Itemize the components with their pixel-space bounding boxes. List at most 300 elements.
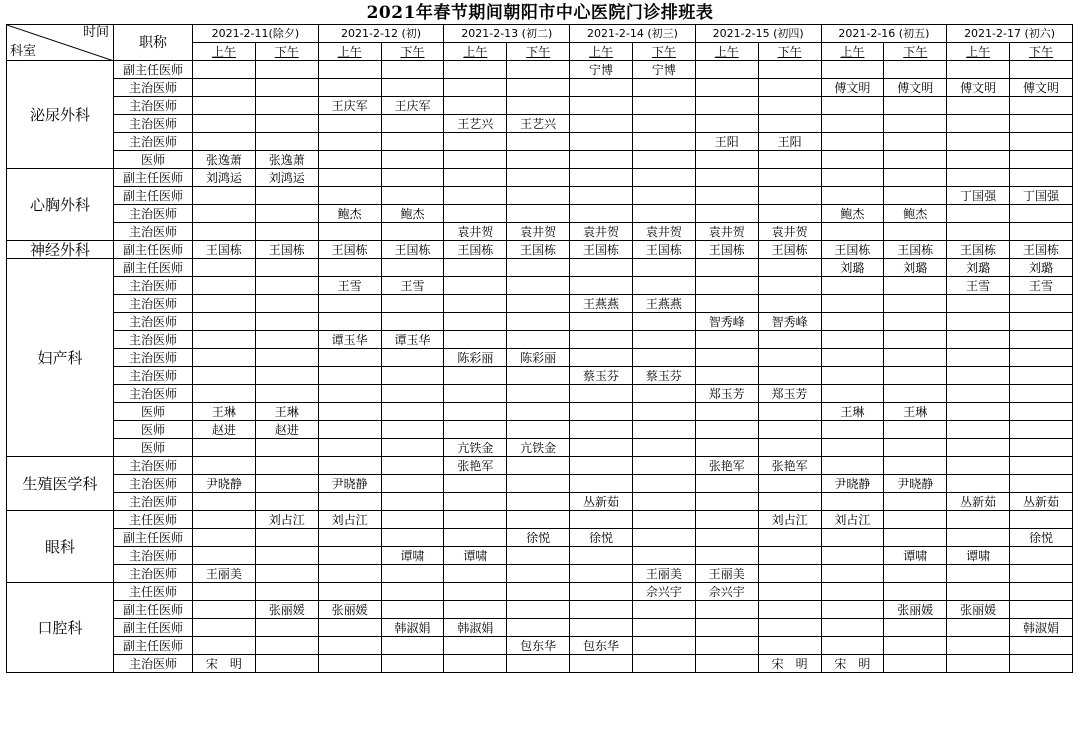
doctor-cell	[444, 385, 507, 403]
table-row	[7, 457, 1073, 475]
rank-cell: 副主任医师	[114, 187, 193, 205]
doctor-cell	[570, 313, 633, 331]
rank-cell: 主治医师	[114, 331, 193, 349]
doctor-cell	[821, 115, 884, 133]
doctor-cell: 傅文明	[947, 79, 1010, 97]
table-row	[7, 475, 1073, 493]
doctor-cell	[381, 511, 444, 529]
doctor-cell	[821, 187, 884, 205]
doctor-cell	[193, 529, 256, 547]
afternoon-header: 下午	[1010, 43, 1073, 61]
doctor-cell: 刘璐	[1010, 259, 1073, 277]
doctor-cell: 韩淑娟	[381, 619, 444, 637]
doctor-cell	[255, 367, 318, 385]
rank-cell: 主治医师	[114, 457, 193, 475]
doctor-cell: 郑玉芳	[695, 385, 758, 403]
doctor-cell	[1010, 331, 1073, 349]
doctor-cell	[507, 151, 570, 169]
doctor-cell: 王艺兴	[444, 115, 507, 133]
doctor-cell	[947, 133, 1010, 151]
doctor-cell: 张逸萧	[193, 151, 256, 169]
doctor-cell: 宋 明	[821, 655, 884, 673]
doctor-cell: 徐悦	[1010, 529, 1073, 547]
rank-cell: 主治医师	[114, 205, 193, 223]
doctor-cell	[381, 133, 444, 151]
doctor-cell	[884, 565, 947, 583]
table-row	[7, 169, 1073, 187]
doctor-cell: 傅文明	[1010, 79, 1073, 97]
doctor-cell	[318, 493, 381, 511]
doctor-cell	[381, 385, 444, 403]
doctor-cell: 张丽媛	[255, 601, 318, 619]
doctor-cell: 尹晓静	[884, 475, 947, 493]
doctor-cell	[1010, 223, 1073, 241]
doctor-cell	[884, 295, 947, 313]
rank-cell: 主治医师	[114, 97, 193, 115]
rank-cell: 主治医师	[114, 133, 193, 151]
doctor-cell: 尹晓静	[821, 475, 884, 493]
doctor-cell	[947, 421, 1010, 439]
doctor-cell	[695, 259, 758, 277]
doctor-cell	[632, 313, 695, 331]
table-row	[7, 511, 1073, 529]
doctor-cell	[884, 421, 947, 439]
doctor-cell: 丁国强	[1010, 187, 1073, 205]
doctor-cell	[947, 97, 1010, 115]
doctor-cell	[884, 187, 947, 205]
doctor-cell	[318, 151, 381, 169]
doctor-cell: 王雪	[381, 277, 444, 295]
doctor-cell	[758, 601, 821, 619]
rank-cell: 主治医师	[114, 295, 193, 313]
doctor-cell	[947, 565, 1010, 583]
doctor-cell	[444, 205, 507, 223]
doctor-cell	[758, 529, 821, 547]
doctor-cell	[632, 511, 695, 529]
doctor-cell	[884, 115, 947, 133]
doctor-cell	[255, 385, 318, 403]
doctor-cell	[444, 313, 507, 331]
doctor-cell	[884, 529, 947, 547]
table-row	[7, 313, 1073, 331]
doctor-cell: 王国栋	[318, 241, 381, 259]
doctor-cell: 王艺兴	[507, 115, 570, 133]
doctor-cell	[570, 475, 633, 493]
doctor-cell	[695, 601, 758, 619]
doctor-cell	[255, 619, 318, 637]
doctor-cell	[255, 223, 318, 241]
afternoon-header: 下午	[255, 43, 318, 61]
doctor-cell	[884, 313, 947, 331]
table-row	[7, 439, 1073, 457]
doctor-cell	[381, 457, 444, 475]
doctor-cell	[255, 259, 318, 277]
date-header: 2021-2-12 (初)	[318, 25, 444, 43]
doctor-cell	[193, 637, 256, 655]
doctor-cell	[318, 457, 381, 475]
doctor-cell	[695, 367, 758, 385]
doctor-cell	[758, 169, 821, 187]
doctor-cell: 刘鸿运	[193, 169, 256, 187]
doctor-cell: 刘璐	[821, 259, 884, 277]
doctor-cell	[695, 295, 758, 313]
doctor-cell: 张艳军	[758, 457, 821, 475]
rank-cell: 主治医师	[114, 349, 193, 367]
doctor-cell	[570, 655, 633, 673]
doctor-cell: 韩淑娟	[444, 619, 507, 637]
doctor-cell	[193, 583, 256, 601]
doctor-cell: 尹晓静	[318, 475, 381, 493]
doctor-cell	[821, 97, 884, 115]
table-row	[7, 133, 1073, 151]
doctor-cell	[947, 457, 1010, 475]
rank-cell: 主治医师	[114, 115, 193, 133]
doctor-cell	[821, 565, 884, 583]
doctor-cell	[381, 169, 444, 187]
doctor-cell	[884, 97, 947, 115]
doctor-cell	[632, 475, 695, 493]
doctor-cell: 蔡玉芬	[632, 367, 695, 385]
corner-dept-label: 科室	[10, 44, 37, 59]
doctor-cell	[318, 169, 381, 187]
doctor-cell	[570, 565, 633, 583]
doctor-cell	[884, 331, 947, 349]
doctor-cell: 王阳	[758, 133, 821, 151]
doctor-cell	[570, 583, 633, 601]
doctor-cell	[381, 79, 444, 97]
doctor-cell	[444, 169, 507, 187]
doctor-cell: 王国栋	[255, 241, 318, 259]
doctor-cell	[947, 331, 1010, 349]
doctor-cell: 谭啸	[381, 547, 444, 565]
doctor-cell	[255, 637, 318, 655]
doctor-cell	[1010, 637, 1073, 655]
doctor-cell	[255, 583, 318, 601]
rank-cell: 主治医师	[114, 493, 193, 511]
table-row	[7, 187, 1073, 205]
doctor-cell: 王庆军	[381, 97, 444, 115]
doctor-cell	[570, 457, 633, 475]
doctor-cell: 蔡玉芬	[570, 367, 633, 385]
doctor-cell	[318, 421, 381, 439]
doctor-cell	[758, 187, 821, 205]
doctor-cell	[444, 367, 507, 385]
doctor-cell	[570, 151, 633, 169]
morning-header: 上午	[193, 43, 256, 61]
doctor-cell	[318, 547, 381, 565]
doctor-cell: 亢铁金	[444, 439, 507, 457]
rank-cell: 副主任医师	[114, 61, 193, 79]
doctor-cell	[947, 205, 1010, 223]
doctor-cell	[444, 583, 507, 601]
afternoon-header: 下午	[884, 43, 947, 61]
doctor-cell	[507, 457, 570, 475]
doctor-cell	[695, 169, 758, 187]
doctor-cell: 王燕燕	[632, 295, 695, 313]
doctor-cell	[381, 439, 444, 457]
doctor-cell	[318, 133, 381, 151]
doctor-cell: 包东华	[507, 637, 570, 655]
doctor-cell	[947, 439, 1010, 457]
doctor-cell	[255, 439, 318, 457]
doctor-cell	[695, 511, 758, 529]
doctor-cell	[444, 97, 507, 115]
rank-cell: 主治医师	[114, 367, 193, 385]
doctor-cell	[570, 547, 633, 565]
doctor-cell	[821, 295, 884, 313]
doctor-cell	[884, 457, 947, 475]
doctor-cell	[193, 619, 256, 637]
table-row	[7, 277, 1073, 295]
doctor-cell: 宁博	[632, 61, 695, 79]
doctor-cell	[318, 637, 381, 655]
doctor-cell: 王国栋	[507, 241, 570, 259]
doctor-cell	[758, 205, 821, 223]
doctor-cell	[1010, 133, 1073, 151]
doctor-cell	[193, 331, 256, 349]
doctor-cell	[507, 169, 570, 187]
doctor-cell	[570, 403, 633, 421]
doctor-cell	[758, 367, 821, 385]
doctor-cell	[758, 97, 821, 115]
doctor-cell	[318, 385, 381, 403]
doctor-cell: 谭啸	[444, 547, 507, 565]
doctor-cell	[695, 439, 758, 457]
doctor-cell	[193, 601, 256, 619]
doctor-cell	[884, 223, 947, 241]
doctor-cell	[758, 349, 821, 367]
doctor-cell: 陈彩丽	[444, 349, 507, 367]
doctor-cell	[632, 169, 695, 187]
doctor-cell	[444, 79, 507, 97]
doctor-cell	[821, 529, 884, 547]
date-header: 2021-2-16 (初五)	[821, 25, 947, 43]
table-row	[7, 97, 1073, 115]
doctor-cell	[507, 601, 570, 619]
doctor-cell	[1010, 403, 1073, 421]
rank-cell: 主治医师	[114, 385, 193, 403]
doctor-cell	[695, 97, 758, 115]
doctor-cell: 王国栋	[1010, 241, 1073, 259]
doctor-cell: 王国栋	[381, 241, 444, 259]
doctor-cell: 王国栋	[570, 241, 633, 259]
doctor-cell	[695, 115, 758, 133]
doctor-cell	[821, 439, 884, 457]
doctor-cell	[947, 169, 1010, 187]
doctor-cell	[193, 457, 256, 475]
doctor-cell	[507, 475, 570, 493]
doctor-cell	[632, 421, 695, 439]
doctor-cell	[947, 529, 1010, 547]
doctor-cell	[821, 619, 884, 637]
rank-cell: 医师	[114, 403, 193, 421]
doctor-cell	[193, 97, 256, 115]
doctor-cell	[255, 97, 318, 115]
doctor-cell	[444, 277, 507, 295]
rank-cell: 副主任医师	[114, 259, 193, 277]
table-row	[7, 493, 1073, 511]
doctor-cell: 谭啸	[947, 547, 1010, 565]
doctor-cell	[821, 133, 884, 151]
doctor-cell: 丛新茹	[947, 493, 1010, 511]
doctor-cell: 王琳	[821, 403, 884, 421]
doctor-cell	[632, 547, 695, 565]
doctor-cell: 郑玉芳	[758, 385, 821, 403]
doctor-cell	[507, 61, 570, 79]
table-row	[7, 61, 1073, 79]
rank-cell: 主任医师	[114, 583, 193, 601]
doctor-cell	[318, 187, 381, 205]
doctor-cell	[507, 313, 570, 331]
doctor-cell: 傅文明	[884, 79, 947, 97]
table-row	[7, 349, 1073, 367]
doctor-cell: 袁井贺	[570, 223, 633, 241]
doctor-cell	[947, 313, 1010, 331]
doctor-cell	[632, 619, 695, 637]
doctor-cell	[381, 295, 444, 313]
department-name: 神经外科	[7, 241, 114, 259]
doctor-cell	[1010, 439, 1073, 457]
doctor-cell	[1010, 367, 1073, 385]
rank-cell: 主治医师	[114, 79, 193, 97]
doctor-cell	[193, 295, 256, 313]
doctor-cell	[695, 529, 758, 547]
rank-header: 职称	[114, 25, 193, 61]
doctor-cell	[381, 403, 444, 421]
doctor-cell	[381, 601, 444, 619]
doctor-cell	[318, 403, 381, 421]
doctor-cell: 张丽媛	[318, 601, 381, 619]
doctor-cell	[507, 565, 570, 583]
doctor-cell	[632, 493, 695, 511]
morning-header: 上午	[318, 43, 381, 61]
table-row	[7, 151, 1073, 169]
rank-cell: 医师	[114, 151, 193, 169]
doctor-cell	[1010, 421, 1073, 439]
doctor-cell	[695, 205, 758, 223]
doctor-cell	[695, 403, 758, 421]
doctor-cell: 谭玉华	[381, 331, 444, 349]
doctor-cell	[507, 133, 570, 151]
page-title: 2021年春节期间朝阳市中心医院门诊排班表	[366, 3, 714, 23]
doctor-cell	[255, 547, 318, 565]
table-row	[7, 583, 1073, 601]
morning-header: 上午	[570, 43, 633, 61]
doctor-cell	[193, 493, 256, 511]
doctor-cell	[1010, 475, 1073, 493]
doctor-cell	[318, 565, 381, 583]
doctor-cell	[632, 133, 695, 151]
doctor-cell: 张丽媛	[884, 601, 947, 619]
doctor-cell	[318, 655, 381, 673]
doctor-cell	[507, 205, 570, 223]
doctor-cell	[507, 547, 570, 565]
doctor-cell	[632, 79, 695, 97]
doctor-cell	[947, 637, 1010, 655]
table-row	[7, 241, 1073, 259]
doctor-cell	[193, 547, 256, 565]
doctor-cell: 王丽美	[193, 565, 256, 583]
doctor-cell	[255, 565, 318, 583]
doctor-cell: 张艳军	[444, 457, 507, 475]
doctor-cell: 袁井贺	[632, 223, 695, 241]
doctor-cell	[193, 133, 256, 151]
doctor-cell: 包东华	[570, 637, 633, 655]
doctor-cell	[507, 79, 570, 97]
doctor-cell	[632, 529, 695, 547]
rank-cell: 主任医师	[114, 511, 193, 529]
doctor-cell	[632, 403, 695, 421]
doctor-cell	[884, 655, 947, 673]
doctor-cell	[444, 511, 507, 529]
doctor-cell	[695, 637, 758, 655]
table-row	[7, 331, 1073, 349]
doctor-cell	[193, 367, 256, 385]
doctor-cell: 丛新茹	[570, 493, 633, 511]
doctor-cell	[193, 115, 256, 133]
doctor-cell	[947, 385, 1010, 403]
doctor-cell	[884, 61, 947, 79]
doctor-cell	[821, 331, 884, 349]
doctor-cell	[947, 115, 1010, 133]
doctor-cell	[507, 619, 570, 637]
rank-cell: 主治医师	[114, 313, 193, 331]
doctor-cell: 王国栋	[695, 241, 758, 259]
doctor-cell	[570, 421, 633, 439]
doctor-cell	[193, 511, 256, 529]
doctor-cell	[947, 367, 1010, 385]
doctor-cell	[758, 79, 821, 97]
doctor-cell	[1010, 655, 1073, 673]
doctor-cell	[255, 115, 318, 133]
doctor-cell	[444, 421, 507, 439]
doctor-cell	[821, 547, 884, 565]
doctor-cell	[381, 61, 444, 79]
doctor-cell	[695, 151, 758, 169]
doctor-cell	[381, 493, 444, 511]
doctor-cell	[1010, 205, 1073, 223]
doctor-cell	[884, 277, 947, 295]
doctor-cell	[444, 259, 507, 277]
doctor-cell	[318, 367, 381, 385]
doctor-cell	[632, 259, 695, 277]
rank-cell: 主治医师	[114, 277, 193, 295]
doctor-cell	[947, 583, 1010, 601]
doctor-cell: 王雪	[947, 277, 1010, 295]
doctor-cell	[255, 313, 318, 331]
doctor-cell	[758, 403, 821, 421]
doctor-cell	[947, 475, 1010, 493]
department-name: 眼科	[7, 511, 114, 583]
doctor-cell	[507, 583, 570, 601]
doctor-cell	[381, 421, 444, 439]
doctor-cell: 智秀峰	[695, 313, 758, 331]
doctor-cell: 刘璐	[884, 259, 947, 277]
doctor-cell	[255, 457, 318, 475]
doctor-cell: 袁井贺	[758, 223, 821, 241]
rank-cell: 主治医师	[114, 565, 193, 583]
doctor-cell	[193, 385, 256, 403]
doctor-cell	[570, 259, 633, 277]
doctor-cell	[758, 475, 821, 493]
doctor-cell	[947, 61, 1010, 79]
doctor-cell: 宋 明	[758, 655, 821, 673]
doctor-cell	[1010, 601, 1073, 619]
doctor-cell	[1010, 547, 1073, 565]
doctor-cell	[632, 457, 695, 475]
doctor-cell	[444, 493, 507, 511]
doctor-cell	[570, 439, 633, 457]
